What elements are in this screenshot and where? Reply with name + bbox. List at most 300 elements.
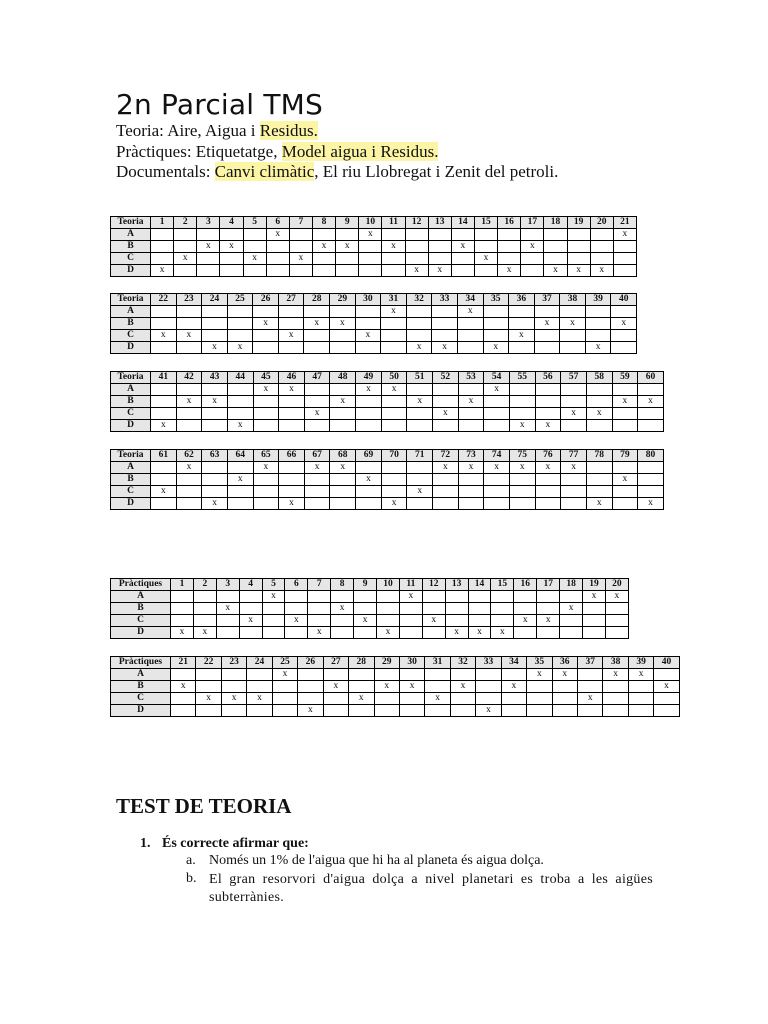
- answer-cell: [266, 253, 289, 265]
- answer-cell: x: [433, 408, 459, 420]
- answer-cell: [509, 318, 535, 330]
- table-row: [111, 681, 680, 693]
- answer-cell: [279, 486, 305, 498]
- answer-cell: [474, 265, 497, 277]
- answer-cell: [289, 241, 312, 253]
- answer-cell: x: [491, 627, 514, 639]
- option-letter-cell: B: [111, 474, 151, 486]
- answer-cell: x: [354, 615, 377, 627]
- answer-cell: [458, 384, 484, 396]
- option-letter-cell: B: [111, 681, 171, 693]
- table-row: [111, 384, 664, 396]
- question-number-header: 49: [356, 372, 382, 384]
- answer-cell: [654, 693, 679, 705]
- answer-cell: [377, 603, 400, 615]
- answer-cell: [298, 681, 323, 693]
- question-number-header: 17: [521, 217, 544, 229]
- table-row: [111, 474, 664, 486]
- answer-cell: [272, 681, 297, 693]
- answer-cell: x: [514, 615, 537, 627]
- table-header-row: [111, 657, 680, 669]
- question-number-header: 33: [432, 294, 458, 306]
- answer-cell: [476, 681, 501, 693]
- answer-cell: [491, 591, 514, 603]
- answer-cell: x: [304, 408, 330, 420]
- answer-cell: x: [586, 498, 612, 510]
- answer-cell: x: [202, 396, 228, 408]
- answer-cell: [509, 486, 535, 498]
- question-number-header: 71: [407, 450, 433, 462]
- answer-cell: [330, 474, 356, 486]
- answer-cell: x: [560, 603, 583, 615]
- answer-cell: [605, 627, 628, 639]
- answer-cell: [151, 408, 177, 420]
- table-row: [111, 627, 629, 639]
- answer-cell: [176, 384, 202, 396]
- question-text: És correcte afirmar que:: [162, 836, 309, 851]
- table-label: Teoria: [111, 450, 151, 462]
- table-header-row: [111, 294, 637, 306]
- question-number-header: 4: [239, 579, 262, 591]
- answer-cell: x: [330, 462, 356, 474]
- answer-cell: [356, 498, 382, 510]
- answer-cell: [534, 342, 560, 354]
- answer-cell: [561, 498, 587, 510]
- answer-cell: x: [535, 420, 561, 432]
- answer-cell: [382, 265, 405, 277]
- answer-cell: [312, 265, 335, 277]
- answer-cell: x: [304, 318, 330, 330]
- answer-cell: [381, 486, 407, 498]
- question-number-header: 42: [176, 372, 202, 384]
- answer-cell: [399, 615, 422, 627]
- answer-cell: [253, 408, 279, 420]
- answer-cell: [330, 420, 356, 432]
- answer-cell: [323, 669, 348, 681]
- question-number-header: 22: [196, 657, 221, 669]
- answer-cell: [216, 591, 239, 603]
- option-text: El gran resorvori d'aigua dolça a nivel planetari es troba a les aigües subterrànies.: [209, 872, 653, 905]
- answer-cell: [433, 498, 459, 510]
- answer-cell: [289, 265, 312, 277]
- answer-cell: [491, 603, 514, 615]
- answer-cell: [611, 330, 637, 342]
- option-letter-cell: D: [111, 420, 151, 432]
- question-number-header: 39: [628, 657, 653, 669]
- answer-cell: [247, 705, 272, 717]
- answer-cell: [509, 396, 535, 408]
- table-row: [111, 342, 637, 354]
- answer-cell: [509, 384, 535, 396]
- question-number-header: 2: [174, 217, 197, 229]
- option-letter-cell: B: [111, 396, 151, 408]
- answer-cell: [476, 669, 501, 681]
- answer-cell: [349, 705, 374, 717]
- answer-cell: [498, 253, 521, 265]
- documentals-highlight: Canvi climàtic: [214, 162, 315, 181]
- question-number-header: 43: [202, 372, 228, 384]
- answer-cell: [638, 408, 664, 420]
- answer-cell: [221, 681, 246, 693]
- test-heading: TEST DE TEORIA: [116, 794, 292, 818]
- answer-cell: [561, 474, 587, 486]
- answer-cell: [151, 396, 177, 408]
- answer-cell: x: [227, 342, 253, 354]
- question-number-header: 10: [359, 217, 382, 229]
- answer-cell: x: [279, 498, 305, 510]
- answer-cell: [535, 486, 561, 498]
- answer-cell: [521, 229, 544, 241]
- answer-cell: [567, 253, 590, 265]
- answer-cell: [266, 241, 289, 253]
- answer-cell: [407, 474, 433, 486]
- answer-cell: [227, 318, 253, 330]
- answer-cell: [457, 330, 483, 342]
- answer-cell: [382, 253, 405, 265]
- answer-cell: [202, 408, 228, 420]
- answer-cell: [171, 615, 194, 627]
- answer-cell: [304, 384, 330, 396]
- answer-cell: [243, 241, 266, 253]
- answer-cell: [578, 669, 603, 681]
- question-1: [140, 836, 309, 852]
- option-letter-cell: B: [111, 241, 151, 253]
- question-number-header: 41: [151, 372, 177, 384]
- question-number-header: 57: [561, 372, 587, 384]
- answer-cell: [603, 681, 628, 693]
- question-number-header: 61: [151, 450, 177, 462]
- answer-cell: [586, 396, 612, 408]
- answer-cell: x: [552, 669, 577, 681]
- answer-cell: [605, 603, 628, 615]
- answer-cell: [501, 705, 526, 717]
- question-number-header: 35: [527, 657, 552, 669]
- answer-cell: [374, 693, 399, 705]
- answer-cell: [278, 342, 304, 354]
- question-number-header: 34: [501, 657, 526, 669]
- answer-cell: x: [611, 318, 637, 330]
- answer-cell: [451, 229, 474, 241]
- answer-cell: x: [422, 615, 445, 627]
- answer-cell: x: [356, 384, 382, 396]
- answer-cell: x: [243, 253, 266, 265]
- answer-cell: [227, 486, 253, 498]
- answer-cell: [586, 384, 612, 396]
- answer-cell: [193, 615, 216, 627]
- answer-cell: [628, 693, 653, 705]
- answer-cell: [202, 384, 228, 396]
- answer-cell: [202, 318, 228, 330]
- question-number-header: 40: [654, 657, 679, 669]
- answer-cell: x: [451, 241, 474, 253]
- answer-cell: [356, 462, 382, 474]
- answer-cell: [220, 253, 243, 265]
- answer-cell: [590, 229, 613, 241]
- answer-cell: [336, 265, 359, 277]
- answer-cell: [586, 474, 612, 486]
- question-number-header: 2: [193, 579, 216, 591]
- question-number-header: 36: [552, 657, 577, 669]
- answer-cell: x: [613, 229, 636, 241]
- question-number-header: 50: [381, 372, 407, 384]
- answer-cell: x: [227, 474, 253, 486]
- answer-cell: x: [381, 498, 407, 510]
- answer-cell: [405, 229, 428, 241]
- answer-cell: [628, 705, 653, 717]
- answer-cell: x: [220, 241, 243, 253]
- answer-cell: [239, 603, 262, 615]
- answer-cell: x: [406, 342, 432, 354]
- answer-cell: [537, 591, 560, 603]
- question-number-header: 38: [560, 294, 586, 306]
- question-number-header: 59: [612, 372, 638, 384]
- question-number-header: 16: [498, 217, 521, 229]
- answer-cell: x: [359, 229, 382, 241]
- answer-cell: [535, 408, 561, 420]
- answer-cell: [253, 396, 279, 408]
- answer-cell: x: [537, 615, 560, 627]
- answer-cell: x: [151, 486, 177, 498]
- answer-cell: [468, 591, 491, 603]
- answer-cell: [433, 474, 459, 486]
- question-number-header: 5: [243, 217, 266, 229]
- answer-cell: x: [612, 474, 638, 486]
- answer-cell: [560, 330, 586, 342]
- answer-cell: [476, 693, 501, 705]
- answer-cell: [514, 627, 537, 639]
- option-letter-cell: A: [111, 384, 151, 396]
- answer-cell: x: [202, 342, 228, 354]
- answer-cell: [509, 342, 535, 354]
- answer-cell: x: [638, 498, 664, 510]
- answer-cell: [356, 396, 382, 408]
- answer-cell: [484, 396, 510, 408]
- answer-cell: [359, 253, 382, 265]
- answer-cell: [422, 627, 445, 639]
- answer-cell: [171, 705, 196, 717]
- table-header-row: [111, 372, 664, 384]
- question-number-header: 23: [176, 294, 202, 306]
- answer-cell: [590, 241, 613, 253]
- answer-cell: [279, 474, 305, 486]
- answer-cell: [171, 669, 196, 681]
- answer-table-teoria-4: [110, 449, 664, 510]
- answer-cell: x: [560, 318, 586, 330]
- answer-cell: [544, 241, 567, 253]
- answer-cell: [355, 342, 381, 354]
- answer-cell: [216, 615, 239, 627]
- answer-cell: [583, 615, 606, 627]
- answer-cell: [458, 498, 484, 510]
- answer-cell: [612, 408, 638, 420]
- question-number-header: 34: [457, 294, 483, 306]
- answer-cell: [243, 229, 266, 241]
- option-letter-cell: D: [111, 265, 151, 277]
- table-label: Teoria: [111, 372, 151, 384]
- answer-cell: [432, 330, 458, 342]
- question-number-header: 23: [221, 657, 246, 669]
- answer-cell: [151, 241, 174, 253]
- answer-cell: [483, 330, 509, 342]
- answer-cell: [603, 705, 628, 717]
- question-number-header: 75: [509, 450, 535, 462]
- answer-cell: x: [527, 669, 552, 681]
- option-letter-cell: C: [111, 408, 151, 420]
- answer-cell: [377, 591, 400, 603]
- answer-cell: [266, 265, 289, 277]
- answer-cell: [585, 306, 611, 318]
- answer-cell: [331, 627, 354, 639]
- practiques-line: [116, 142, 438, 162]
- question-number-header: 40: [611, 294, 637, 306]
- answer-cell: x: [509, 330, 535, 342]
- table-row: [111, 591, 629, 603]
- answer-cell: [354, 603, 377, 615]
- answer-cell: [227, 384, 253, 396]
- teoria-highlight: Residus.: [259, 121, 318, 140]
- answer-cell: [534, 306, 560, 318]
- answer-cell: [425, 681, 450, 693]
- table-row: [111, 420, 664, 432]
- answer-cell: [356, 420, 382, 432]
- question-number-header: 72: [433, 450, 459, 462]
- answer-cell: x: [312, 241, 335, 253]
- answer-cell: x: [272, 669, 297, 681]
- answer-cell: [176, 474, 202, 486]
- question-number-header: 56: [535, 372, 561, 384]
- answer-cell: [521, 265, 544, 277]
- option-letter-cell: D: [111, 342, 151, 354]
- table-row: [111, 330, 637, 342]
- answer-cell: [590, 253, 613, 265]
- answer-cell: [151, 306, 177, 318]
- answer-cell: [450, 693, 475, 705]
- answer-cell: [498, 241, 521, 253]
- option-letter: a.: [186, 853, 196, 868]
- answer-cell: [247, 669, 272, 681]
- answer-cell: [298, 669, 323, 681]
- option-letter-cell: D: [111, 627, 171, 639]
- table-header-row: [111, 579, 629, 591]
- question-number-header: 19: [583, 579, 606, 591]
- answer-cell: x: [567, 265, 590, 277]
- answer-cell: [151, 318, 177, 330]
- answer-cell: [312, 229, 335, 241]
- answer-cell: [535, 498, 561, 510]
- question-number-header: 13: [445, 579, 468, 591]
- answer-cell: [509, 408, 535, 420]
- answer-cell: x: [193, 627, 216, 639]
- table-row: [111, 615, 629, 627]
- answer-cell: x: [612, 396, 638, 408]
- answer-cell: [638, 486, 664, 498]
- answer-cell: x: [253, 384, 279, 396]
- answer-cell: [202, 306, 228, 318]
- answer-cell: [243, 265, 266, 277]
- answer-cell: x: [176, 462, 202, 474]
- answer-cell: [381, 474, 407, 486]
- question-number-header: 65: [253, 450, 279, 462]
- answer-cell: x: [586, 408, 612, 420]
- question-number-header: 1: [151, 217, 174, 229]
- answer-cell: [603, 693, 628, 705]
- answer-cell: [578, 705, 603, 717]
- question-number-header: 7: [308, 579, 331, 591]
- answer-cell: [304, 306, 330, 318]
- answer-cell: [458, 408, 484, 420]
- answer-cell: [501, 669, 526, 681]
- answer-cell: [202, 474, 228, 486]
- answer-table-teoria-3: [110, 371, 664, 432]
- question-number-header: 15: [474, 217, 497, 229]
- answer-cell: [349, 681, 374, 693]
- answer-cell: x: [253, 318, 279, 330]
- answer-cell: [406, 306, 432, 318]
- answer-cell: [406, 330, 432, 342]
- option-letter-cell: C: [111, 486, 151, 498]
- answer-cell: [227, 462, 253, 474]
- answer-cell: x: [628, 669, 653, 681]
- answer-cell: [552, 681, 577, 693]
- answer-cell: [613, 241, 636, 253]
- answer-cell: [336, 253, 359, 265]
- answer-cell: [349, 669, 374, 681]
- answer-cell: [174, 241, 197, 253]
- table-row: [111, 396, 664, 408]
- question-number-header: 31: [425, 657, 450, 669]
- table-row: [111, 241, 637, 253]
- answer-cell: [405, 253, 428, 265]
- question-number-header: 68: [330, 450, 356, 462]
- question-number-header: 67: [304, 450, 330, 462]
- question-number-header: 11: [382, 217, 405, 229]
- question-number-header: 73: [458, 450, 484, 462]
- answer-cell: [202, 462, 228, 474]
- question-number-header: 1: [171, 579, 194, 591]
- question-number-header: 18: [560, 579, 583, 591]
- answer-cell: [399, 627, 422, 639]
- answer-cell: x: [483, 342, 509, 354]
- option-letter-cell: D: [111, 705, 171, 717]
- answer-cell: [585, 318, 611, 330]
- table-row: [111, 408, 664, 420]
- answer-cell: [202, 330, 228, 342]
- question-number-header: 28: [349, 657, 374, 669]
- answer-cell: [537, 627, 560, 639]
- answer-cell: x: [425, 693, 450, 705]
- answer-cell: x: [535, 462, 561, 474]
- answer-cell: [451, 253, 474, 265]
- answer-cell: x: [534, 318, 560, 330]
- answer-cell: [450, 669, 475, 681]
- answer-cell: [330, 306, 356, 318]
- answer-cell: [585, 330, 611, 342]
- answer-cell: [612, 462, 638, 474]
- answer-cell: [174, 265, 197, 277]
- answer-cell: [654, 669, 679, 681]
- answer-cell: [323, 705, 348, 717]
- question-number-header: 10: [377, 579, 400, 591]
- answer-cell: x: [399, 681, 424, 693]
- documentals-text: Documentals:: [116, 162, 215, 181]
- answer-cell: [638, 384, 664, 396]
- answer-cell: [151, 384, 177, 396]
- answer-cell: [381, 318, 407, 330]
- answer-cell: [279, 462, 305, 474]
- answer-cell: [433, 486, 459, 498]
- answer-cell: [272, 705, 297, 717]
- table-row: [111, 603, 629, 615]
